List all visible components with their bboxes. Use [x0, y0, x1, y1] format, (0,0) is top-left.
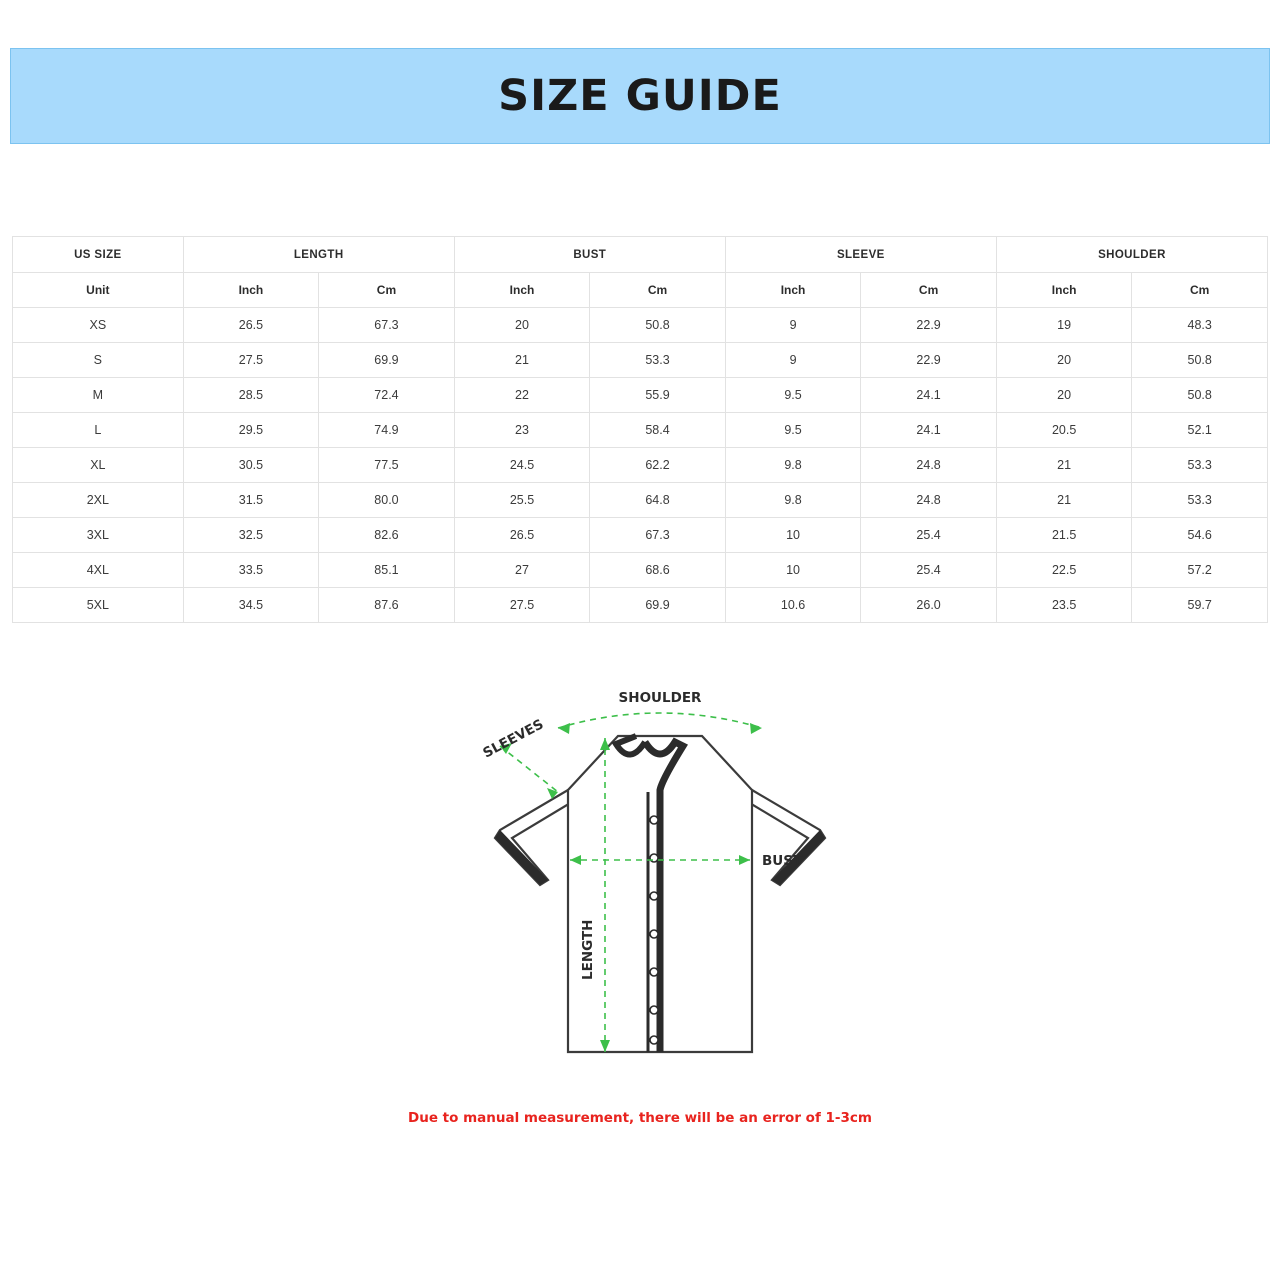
- cell-shoulder-cm: 54.6: [1132, 518, 1268, 553]
- table-row: [13, 448, 1268, 483]
- cell-size: 2XL: [13, 483, 184, 518]
- table-row: [13, 553, 1268, 588]
- table-row: [13, 588, 1268, 623]
- cell-sleeve-inch: 9: [725, 343, 861, 378]
- cell-size: XS: [13, 308, 184, 343]
- size-table: [12, 236, 1268, 623]
- cell-length-inch: 32.5: [183, 518, 319, 553]
- cell-size: S: [13, 343, 184, 378]
- cell-sleeve-cm: 22.9: [861, 308, 997, 343]
- table-row: [13, 483, 1268, 518]
- button: [650, 930, 658, 938]
- cell-length-inch: 29.5: [183, 413, 319, 448]
- cell-length-inch: 27.5: [183, 343, 319, 378]
- cell-shoulder-inch: 20.5: [996, 413, 1132, 448]
- cell-bust-inch: 24.5: [454, 448, 590, 483]
- unit-bust-cm: Cm: [590, 273, 726, 308]
- cell-sleeve-inch: 10.6: [725, 588, 861, 623]
- label-sleeves: SLEEVES: [480, 716, 547, 762]
- cell-shoulder-inch: 20: [996, 343, 1132, 378]
- cell-length-cm: 87.6: [319, 588, 455, 623]
- cell-bust-inch: 23: [454, 413, 590, 448]
- cell-sleeve-cm: 22.9: [861, 343, 997, 378]
- label-shoulder: SHOULDER: [618, 690, 702, 706]
- cell-length-cm: 69.9: [319, 343, 455, 378]
- cell-shoulder-inch: 21: [996, 448, 1132, 483]
- label-length: LENGTH: [580, 919, 596, 980]
- cell-bust-inch: 27: [454, 553, 590, 588]
- cell-bust-cm: 58.4: [590, 413, 726, 448]
- table-group-header-row: [13, 237, 1268, 273]
- shoulder-measure-line: [558, 713, 762, 728]
- cell-shoulder-cm: 52.1: [1132, 413, 1268, 448]
- cell-length-inch: 30.5: [183, 448, 319, 483]
- left-cuff-stripe: [495, 830, 548, 885]
- table-row: [13, 343, 1268, 378]
- table-row: [13, 308, 1268, 343]
- cell-bust-cm: 67.3: [590, 518, 726, 553]
- cell-sleeve-cm: 26.0: [861, 588, 997, 623]
- table-unit-row: [13, 273, 1268, 308]
- cell-size: 4XL: [13, 553, 184, 588]
- button: [650, 968, 658, 976]
- unit-shoulder-inch: Inch: [996, 273, 1132, 308]
- cell-sleeve-cm: 24.1: [861, 413, 997, 448]
- size-table-container: [12, 236, 1268, 623]
- header-shoulder: SHOULDER: [996, 237, 1267, 273]
- cell-sleeve-inch: 9: [725, 308, 861, 343]
- button: [650, 892, 658, 900]
- header-sleeve: SLEEVE: [725, 237, 996, 273]
- button: [650, 816, 658, 824]
- measurement-note: Due to manual measurement, there will be an error of 1-3cm: [408, 1110, 872, 1126]
- cell-bust-inch: 21: [454, 343, 590, 378]
- cell-shoulder-cm: 50.8: [1132, 378, 1268, 413]
- cell-bust-cm: 53.3: [590, 343, 726, 378]
- cell-size: M: [13, 378, 184, 413]
- cell-sleeve-inch: 9.8: [725, 483, 861, 518]
- cell-length-cm: 77.5: [319, 448, 455, 483]
- cell-sleeve-inch: 9.5: [725, 413, 861, 448]
- cell-shoulder-cm: 53.3: [1132, 483, 1268, 518]
- unit-sleeve-cm: Cm: [861, 273, 997, 308]
- cell-length-cm: 67.3: [319, 308, 455, 343]
- cell-sleeve-cm: 24.8: [861, 483, 997, 518]
- cell-length-cm: 85.1: [319, 553, 455, 588]
- unit-length-cm: Cm: [319, 273, 455, 308]
- cell-shoulder-cm: 50.8: [1132, 343, 1268, 378]
- cell-bust-cm: 62.2: [590, 448, 726, 483]
- cell-length-cm: 72.4: [319, 378, 455, 413]
- cell-length-cm: 82.6: [319, 518, 455, 553]
- cell-size: XL: [13, 448, 184, 483]
- cell-sleeve-cm: 24.8: [861, 448, 997, 483]
- cell-sleeve-inch: 10: [725, 518, 861, 553]
- label-bust: BUST: [762, 853, 803, 869]
- cell-length-cm: 74.9: [319, 413, 455, 448]
- cell-bust-inch: 27.5: [454, 588, 590, 623]
- cell-bust-inch: 25.5: [454, 483, 590, 518]
- cell-shoulder-inch: 19: [996, 308, 1132, 343]
- cell-shoulder-inch: 22.5: [996, 553, 1132, 588]
- jersey-measurement-diagram: [440, 680, 880, 1080]
- button: [650, 1036, 658, 1044]
- cell-length-inch: 34.5: [183, 588, 319, 623]
- page-title: SIZE GUIDE: [498, 71, 782, 121]
- cell-size: 3XL: [13, 518, 184, 553]
- cell-bust-cm: 64.8: [590, 483, 726, 518]
- table-row: [13, 378, 1268, 413]
- sleeve-measure-line: [500, 746, 558, 792]
- cell-shoulder-inch: 21.5: [996, 518, 1132, 553]
- header-us-size: US SIZE: [13, 237, 184, 273]
- cell-bust-inch: 20: [454, 308, 590, 343]
- cell-bust-cm: 69.9: [590, 588, 726, 623]
- cell-length-cm: 80.0: [319, 483, 455, 518]
- cell-sleeve-inch: 9.8: [725, 448, 861, 483]
- unit-length-inch: Inch: [183, 273, 319, 308]
- unit-label: Unit: [13, 273, 184, 308]
- cell-length-inch: 33.5: [183, 553, 319, 588]
- button: [650, 1006, 658, 1014]
- cell-bust-cm: 68.6: [590, 553, 726, 588]
- cell-shoulder-cm: 53.3: [1132, 448, 1268, 483]
- cell-sleeve-cm: 25.4: [861, 553, 997, 588]
- cell-sleeve-inch: 10: [725, 553, 861, 588]
- cell-bust-cm: 55.9: [590, 378, 726, 413]
- cell-shoulder-inch: 23.5: [996, 588, 1132, 623]
- cell-shoulder-cm: 57.2: [1132, 553, 1268, 588]
- unit-bust-inch: Inch: [454, 273, 590, 308]
- cell-bust-inch: 22: [454, 378, 590, 413]
- table-row: [13, 518, 1268, 553]
- cell-sleeve-cm: 25.4: [861, 518, 997, 553]
- unit-sleeve-inch: Inch: [725, 273, 861, 308]
- cell-size: L: [13, 413, 184, 448]
- cell-sleeve-inch: 9.5: [725, 378, 861, 413]
- cell-length-inch: 26.5: [183, 308, 319, 343]
- cell-sleeve-cm: 24.1: [861, 378, 997, 413]
- cell-shoulder-inch: 20: [996, 378, 1132, 413]
- cell-length-inch: 28.5: [183, 378, 319, 413]
- size-guide-header: [10, 48, 1270, 144]
- table-row: [13, 413, 1268, 448]
- cell-bust-inch: 26.5: [454, 518, 590, 553]
- cell-shoulder-inch: 21: [996, 483, 1132, 518]
- cell-size: 5XL: [13, 588, 184, 623]
- header-bust: BUST: [454, 237, 725, 273]
- unit-shoulder-cm: Cm: [1132, 273, 1268, 308]
- header-length: LENGTH: [183, 237, 454, 273]
- cell-shoulder-cm: 48.3: [1132, 308, 1268, 343]
- cell-bust-cm: 50.8: [590, 308, 726, 343]
- cell-shoulder-cm: 59.7: [1132, 588, 1268, 623]
- cell-length-inch: 31.5: [183, 483, 319, 518]
